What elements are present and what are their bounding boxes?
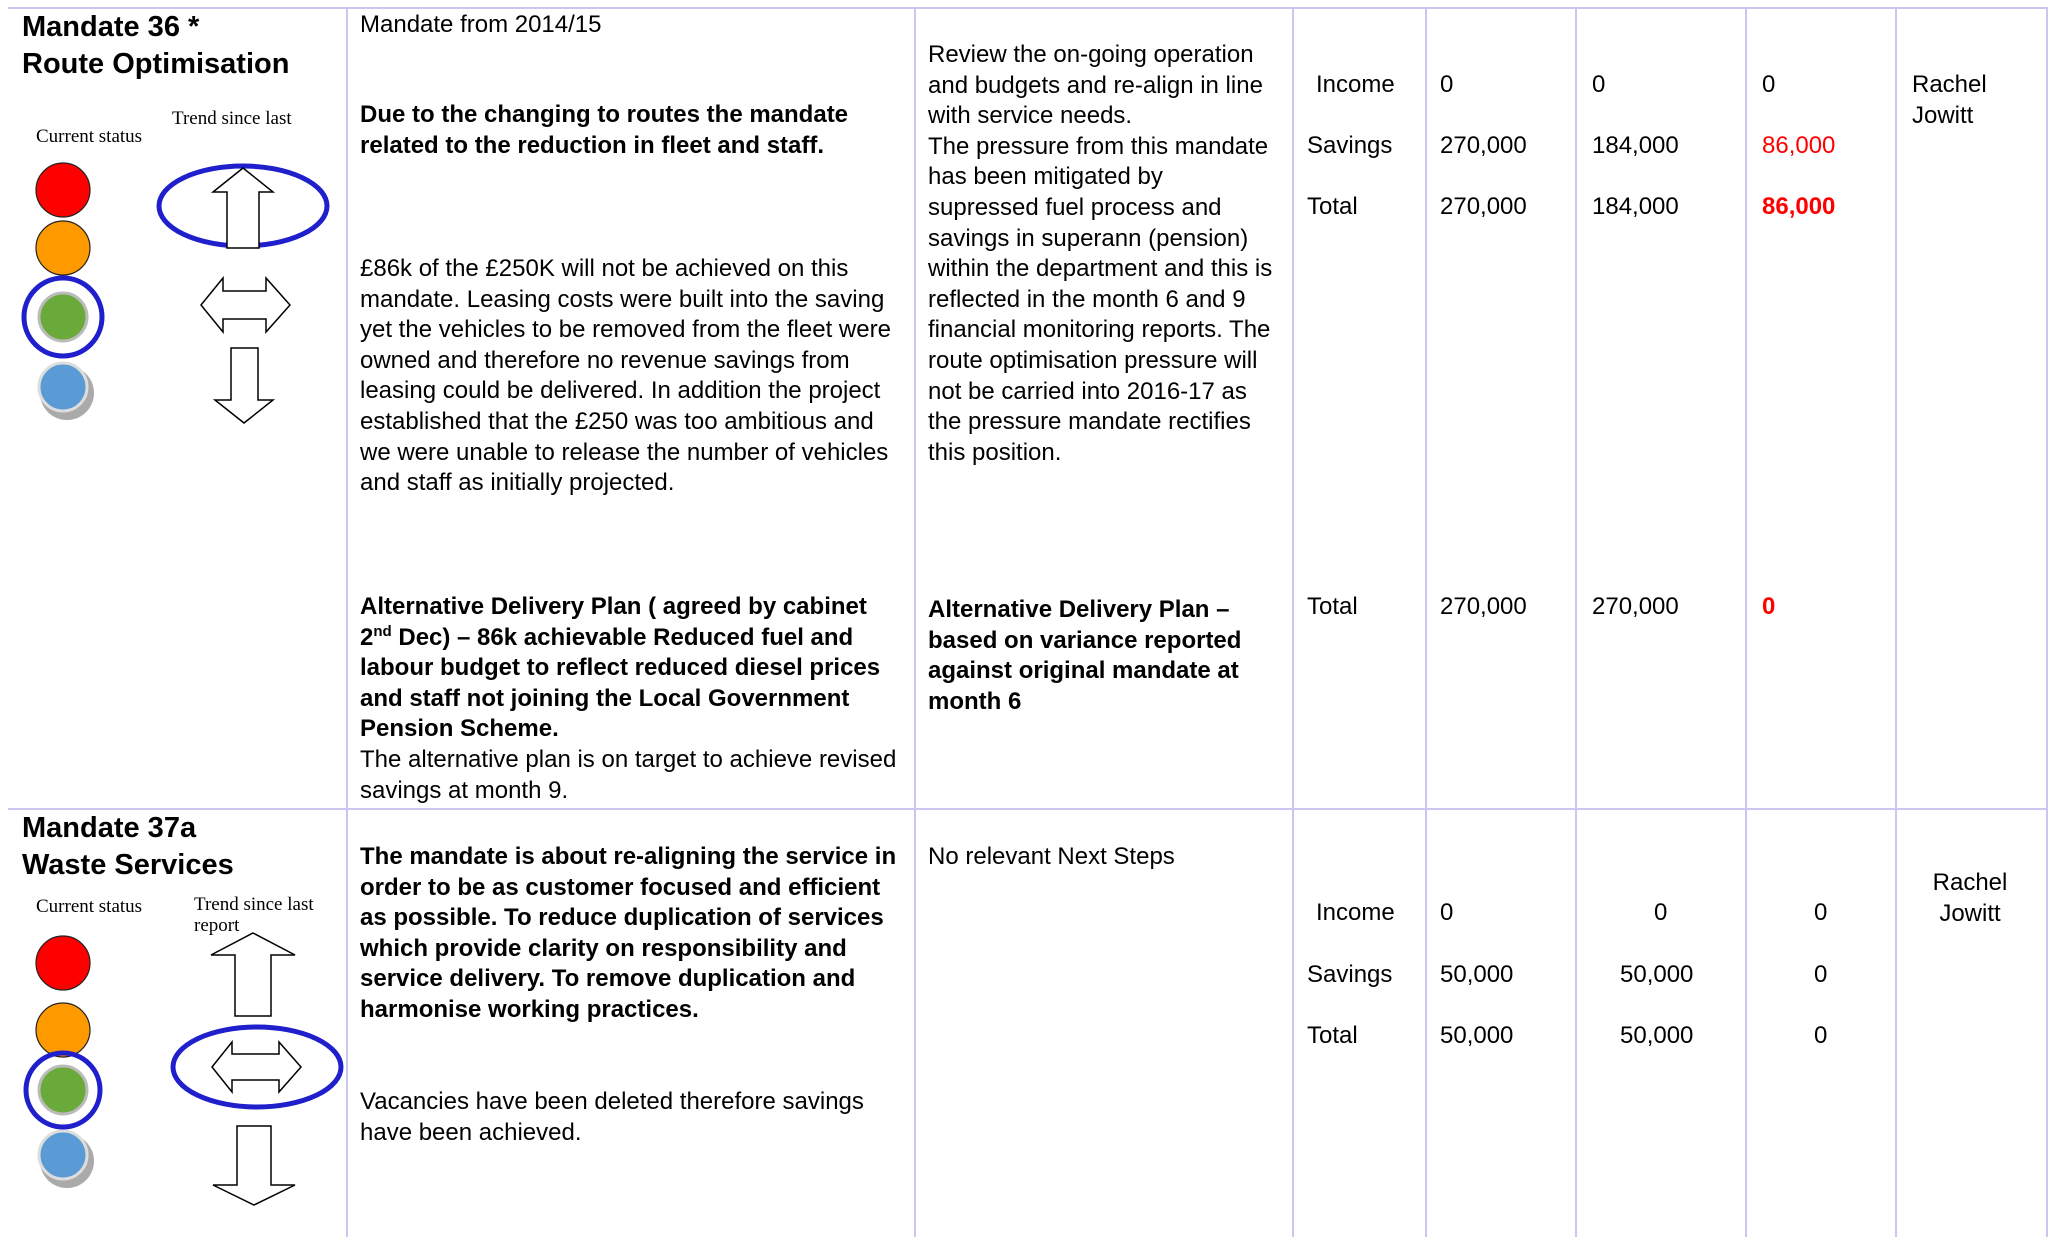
finance-label: Total <box>1307 193 1358 220</box>
trend-arrows <box>165 930 345 1210</box>
finance-adp-target: 270,000 <box>1440 593 1527 620</box>
finance-label: Income <box>1316 71 1395 98</box>
blue-status-light <box>39 363 87 411</box>
arrow-down-icon <box>213 1126 295 1205</box>
red-status-light <box>36 936 90 990</box>
finance-forecast: 50,000 <box>1620 961 1694 988</box>
finance-adp-variance: 0 <box>1762 593 1776 620</box>
finance-variance: 86,000 <box>1762 132 1836 159</box>
mandate-title: Waste Services <box>22 849 234 881</box>
red-status-light <box>36 163 90 217</box>
finance-forecast: 50,000 <box>1620 1022 1694 1049</box>
current-status-label: Current status <box>36 126 143 147</box>
finance-target: 50,000 <box>1440 1022 1514 1049</box>
mandate-summary: The mandate is about re-aligning the service in order to be as customer focused and efficient as possible. To reduce duplication of services which provide clarity on responsibility and service delivery. To remove duplication and harmonise working practices. <box>360 843 897 1023</box>
trend-label: Trend since last <box>172 108 292 129</box>
finance-label: Income <box>1316 899 1395 926</box>
finance-target: 0 <box>1440 71 1454 98</box>
trend-arrows <box>155 160 335 430</box>
alternative-delivery-plan: Alternative Delivery Plan ( agreed by cabinet 2nd Dec) – 86k achievable Reduced fuel and labour budget to reflect reduced diesel prices and staff not joining the Local Government Pension Scheme. <box>360 593 881 743</box>
finance-label: Total <box>1307 1022 1358 1049</box>
mandate-number: Mandate 37a <box>22 812 197 844</box>
arrow-left-right-icon <box>212 1042 301 1092</box>
next-steps: No relevant Next Steps <box>928 843 1175 870</box>
finance-forecast: 0 <box>1592 71 1606 98</box>
finance-adp-forecast: 270,000 <box>1592 593 1679 620</box>
finance-target: 270,000 <box>1440 132 1527 159</box>
green-status-light <box>39 293 87 341</box>
finance-target: 270,000 <box>1440 193 1527 220</box>
finance-variance: 86,000 <box>1762 193 1836 220</box>
mandate-origin: Mandate from 2014/15 <box>360 11 602 38</box>
finance-adp-label: Total <box>1307 593 1358 620</box>
finance-variance: 0 <box>1814 961 1828 988</box>
mandate-number: Mandate 36 * <box>22 11 200 43</box>
mandate-title: Route Optimisation <box>22 48 290 80</box>
traffic-light-status <box>15 155 105 435</box>
finance-variance: 0 <box>1762 71 1776 98</box>
mandate-row <box>0 810 2055 1237</box>
finance-label: Savings <box>1307 132 1393 159</box>
mandate-summary: Due to the changing to routes the mandate related to the reduction in fleet and staff. <box>360 101 849 159</box>
alternative-plan-note: The alternative plan is on target to achieve revised savings at month 9. <box>360 746 897 804</box>
current-status-label: Current status <box>36 896 143 917</box>
next-steps-adp: Alternative Delivery Plan – based on variance reported against original mandate at month 6 <box>928 596 1242 715</box>
green-status-light <box>39 1066 87 1114</box>
finance-variance: 0 <box>1814 899 1828 926</box>
amber-status-light <box>36 221 90 275</box>
finance-variance: 0 <box>1814 1022 1828 1049</box>
finance-forecast: 0 <box>1654 899 1668 926</box>
amber-status-light <box>36 1003 90 1057</box>
arrow-up-icon <box>211 933 295 1016</box>
mandate-detail: £86k of the £250K will not be achieved on this mandate. Leasing costs were built into the saving yet the vehicles to be removed from the fleet were owned and therefore no revenue savings from leasing could be delivered. In addition the project established that the £250 was too ambitious and we were unable to release the number of vehicles and staff as initially projected. <box>360 255 891 497</box>
traffic-light-status <box>15 930 105 1220</box>
next-steps: Review the on-going operation and budgets and re-align in line with service needs. The pressure from this mandate has been mitigated by supressed fuel process and savings in superann (pension) within the department and this is reflected in the month 6 and 9 financial monitoring reports. The route optimisation pressure will not be carried into 2016-17 as the pressure mandate rectifies this position. <box>928 41 1273 466</box>
blue-status-light <box>39 1131 87 1179</box>
arrow-up-icon <box>213 168 273 248</box>
mandate-owner: Rachel Jowitt <box>1932 869 2008 927</box>
arrow-left-right-icon <box>201 278 290 332</box>
mandate-owner: Rachel Jowitt <box>1912 71 1987 129</box>
mandate-detail: Vacancies have been deleted therefore savings have been achieved. <box>360 1088 864 1146</box>
trend-label: Trend since last report <box>194 894 314 936</box>
finance-target: 0 <box>1440 899 1454 926</box>
finance-forecast: 184,000 <box>1592 193 1679 220</box>
arrow-down-icon <box>215 348 273 423</box>
finance-label: Savings <box>1307 961 1393 988</box>
finance-target: 50,000 <box>1440 961 1514 988</box>
finance-forecast: 184,000 <box>1592 132 1679 159</box>
